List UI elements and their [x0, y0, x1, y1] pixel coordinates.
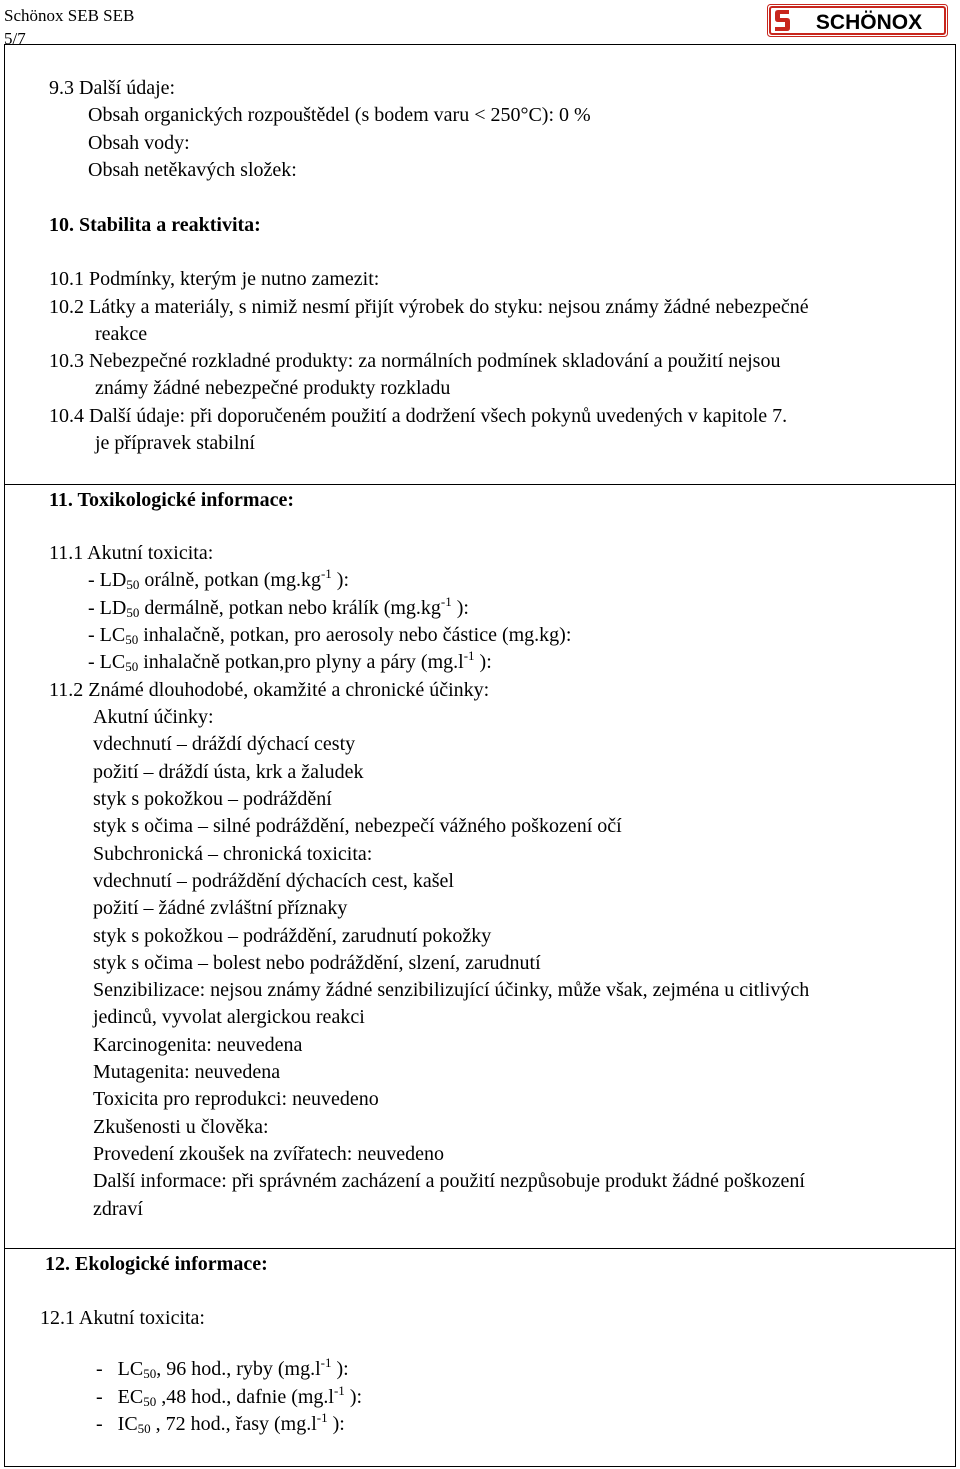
s12-lc50-fish: - $LC_{50}$, 96 hod., ryby ($mg.l^{-1}$ ): — [96, 1355, 349, 1381]
s11-item: požití – žádné zvláštní příznaky — [93, 897, 348, 919]
s10-2-cont: reakce — [95, 323, 148, 345]
s11-item: požití – dráždí ústa, krk a žaludek — [93, 761, 364, 783]
s11-1: 11.1 Akutní toxicita: — [49, 542, 214, 564]
s10-4-cont: je přípravek stabilní — [95, 432, 255, 454]
s9-organic-solvents: Obsah organických rozpouštědel (s bodem varu < 250°C): 0 % — [88, 104, 591, 126]
company-name: Schönox SEB SEB — [4, 6, 135, 25]
s12-ic50-algae: - $IC_{50}$ , 72 hod., řasy ($mg.l^{-1}$ ): — [96, 1410, 345, 1436]
s11-item: styk s pokožkou – podráždění, zarudnutí pokožky — [93, 925, 492, 947]
s11-item: zdraví — [93, 1198, 143, 1220]
s10-3-cont: známy žádné nebezpečné produkty rozkladu — [95, 377, 451, 399]
s11-item: Akutní účinky: — [93, 706, 214, 728]
s11-item: Provedení zkoušek na zvířatech: neuvedeno — [93, 1143, 444, 1165]
s9-water-content: Obsah vody: — [88, 132, 190, 154]
s11-item: Další informace: při správném zacházení a použití nezpůsobuje produkt žádné poškození — [93, 1170, 805, 1192]
s11-item: styk s očima – bolest nebo podráždění, slzení, zarudnutí — [93, 952, 541, 974]
s11-item: Senzibilizace: nejsou známy žádné senzibilizující účinky, může však, zejména u citlivých — [93, 979, 810, 1001]
section-10-title: 10. Stabilita a reaktivita: — [49, 214, 261, 236]
s11-item: styk s pokožkou – podráždění — [93, 788, 332, 810]
s11-item: vdechnutí – podráždění dýchacích cest, kašel — [93, 870, 454, 892]
s11-item: jedinců, vyvolat alergickou reakci — [93, 1006, 365, 1028]
s11-item: Zkušenosti u člověka: — [93, 1116, 269, 1138]
s11-item: Toxicita pro reprodukci: neuvedeno — [93, 1088, 379, 1110]
s11-ld50-dermal: - $LD_{50}$ dermálně, potkan nebo králík ($mg.kg^{-1}$ ): — [88, 594, 469, 620]
s10-2: 10.2 Látky a materiály, s nimiž nesmí přijít výrobek do styku: nejsou známy žádné nebezpečné — [49, 296, 809, 318]
schonox-logo — [767, 4, 948, 37]
section-12-title: 12. Ekologické informace: — [45, 1253, 268, 1275]
s12-ec50-daphnia: - $EC_{50}$ ,48 hod., dafnie ($mg.l^{-1}$ ): — [96, 1383, 363, 1409]
logo-wordmark: SCHÖNOX — [815, 11, 923, 34]
section-11-title: 11. Toxikologické informace: — [49, 489, 294, 511]
s11-item: vdechnutí – dráždí dýchací cesty — [93, 733, 356, 755]
s10-1: 10.1 Podmínky, kterým je nutno zamezit: — [49, 268, 380, 290]
page-number: 5/7 — [4, 29, 26, 48]
s11-ld50-oral: - $LD_{50}$ orálně, potkan ($mg.kg^{-1}$ ): — [88, 566, 350, 592]
s10-4: 10.4 Další údaje: při doporučeném použití a dodržení všech pokynů uvedených v kapitole 7. — [49, 405, 788, 427]
s11-2: 11.2 Známé dlouhodobé, okamžité a chronické účinky: — [49, 679, 490, 701]
s11-item: Mutagenita: neuvedena — [93, 1061, 281, 1083]
s10-3: 10.3 Nebezpečné rozkladné produkty: za normálních podmínek skladování a použití nejsou — [49, 350, 781, 372]
s9-heading: 9.3 Další údaje: — [49, 77, 176, 99]
s11-item: Subchronická – chronická toxicita: — [93, 843, 373, 865]
s11-item: Karcinogenita: neuvedena — [93, 1034, 303, 1056]
s12-1: 12.1 Akutní toxicita: — [40, 1307, 205, 1329]
s9-nonvolatile: Obsah netěkavých složek: — [88, 159, 297, 181]
s11-item: styk s očima – silné podráždění, nebezpečí vážného poškození očí — [93, 815, 622, 837]
s11-lc50-gas: - $LC_{50}$ inhalačně potkan,pro plyny a páry ($mg.l^{-1}$ ): — [88, 648, 492, 674]
s11-lc50-aerosol: - $LC_{50}$ inhalačně, potkan, pro aerosoly nebo částice (mg.kg): — [88, 624, 572, 647]
